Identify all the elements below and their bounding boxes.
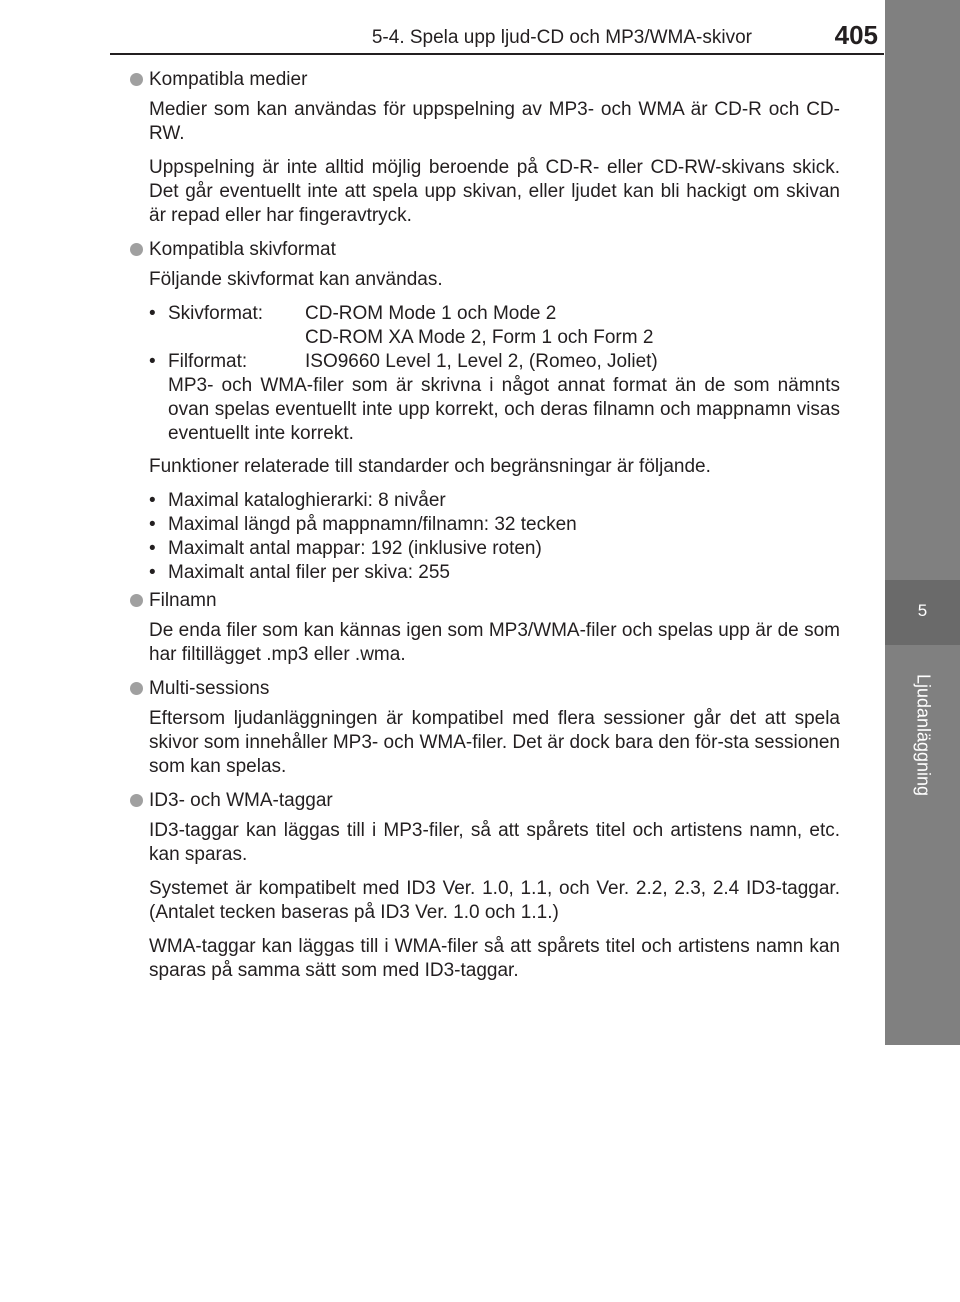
limits-list [149,489,840,585]
section-heading-id3-wma-tags [130,789,840,813]
chapter-label: Ljudanläggning [913,673,934,797]
paragraph: ID3-taggar kan läggas till i MP3-filer, så att spårets titel och artistens namn, etc. kan sparas. [149,820,840,865]
paragraph: Följande skivformat kan användas. [149,269,443,290]
bullet-dot-icon [130,594,143,607]
heading-text: Kompatibla skivformat [149,239,336,260]
heading-text: Multi-sessions [149,678,270,699]
list-item: • Maximal längd på mappnamn/filnamn: 32 tecken [149,513,840,537]
list-item: • Maximalt antal filer per skiva: 255 [149,561,840,585]
side-tab-band-top [885,0,960,580]
section-heading-file-names [130,589,840,613]
paragraph: Funktioner relaterade till standarder och begränsningar är följande. [149,456,711,477]
section-heading-multi-sessions [130,677,840,701]
paragraph: WMA-taggar kan läggas till i WMA-filer så att spårets titel och artistens namn kan sparas på samma sätt som med ID3-taggar. [149,936,840,981]
list-item-note: MP3- och WMA-filer som är skrivna i något annat format än de som nämnts ovan spelas eventuellt inte upp korrekt, och deras filnamn och mappnamn visas eventuellt inte korrekt. [168,375,840,444]
heading-text: ID3- och WMA-taggar [149,790,333,811]
paragraph: Medier som kan användas för uppspelning av MP3- och WMA är CD-R och CD-RW. [149,99,840,144]
section-title: 5-4. Spela upp ljud-CD och MP3/WMA-skivor [371,27,752,48]
list-item-value: ISO9660 Level 1, Level 2, (Romeo, Joliet) [305,351,658,372]
header-rule [110,53,884,55]
section-heading-compatible-disc-formats [130,238,840,262]
bullet-dot-icon [130,794,143,807]
bullet-dot-icon [130,73,143,86]
list-item-disc-format [149,302,840,350]
paragraph: Eftersom ljudanläggningen är kompatibel med flera sessioner går det att spela skivor som innehåller MP3- och WMA-filer. Det är dock bara den för-sta sessionen som kan spelas. [149,708,840,777]
page-content [130,68,840,993]
list-item: • Maximal kataloghierarki: 8 nivåer [149,489,840,513]
list-item-label: • Skivformat: [168,303,264,324]
section-heading-compatible-media [130,68,840,92]
format-list [149,302,840,446]
list-item-file-format [149,350,840,446]
bullet-dot-icon [130,243,143,256]
list-item-value: CD-ROM XA Mode 2, Form 1 och Form 2 [305,327,654,348]
chapter-side-tab [885,0,960,1302]
bullet-dot-icon [130,682,143,695]
list-item-label: • Filformat: [168,351,248,372]
list-item: • Maximalt antal mappar: 192 (inklusive roten) [149,537,840,561]
paragraph: De enda filer som kan kännas igen som MP3/WMA-filer och spelas upp är de som har filtillägget .mp3 eller .wma. [149,620,840,665]
page-number: 405 [834,20,878,50]
heading-text: Kompatibla medier [149,69,308,90]
paragraph: Uppspelning är inte alltid möjlig beroende på CD-R- eller CD-RW-skivans skick. Det går eventuellt inte att spela upp skivan, eller ljudet kan bli hackigt om skivan är repad eller har fingeravtryck. [149,157,840,226]
list-item-value: CD-ROM Mode 1 och Mode 2 [305,303,557,324]
paragraph: Systemet är kompatibelt med ID3 Ver. 1.0, 1.1, och Ver. 2.2, 2.3, 2.4 ID3-taggar. (Antalet tecken baseras på ID3 Ver. 1.0 och 1.1.) [149,878,840,923]
heading-text: Filnamn [149,590,217,611]
chapter-number: 5 [917,601,928,620]
